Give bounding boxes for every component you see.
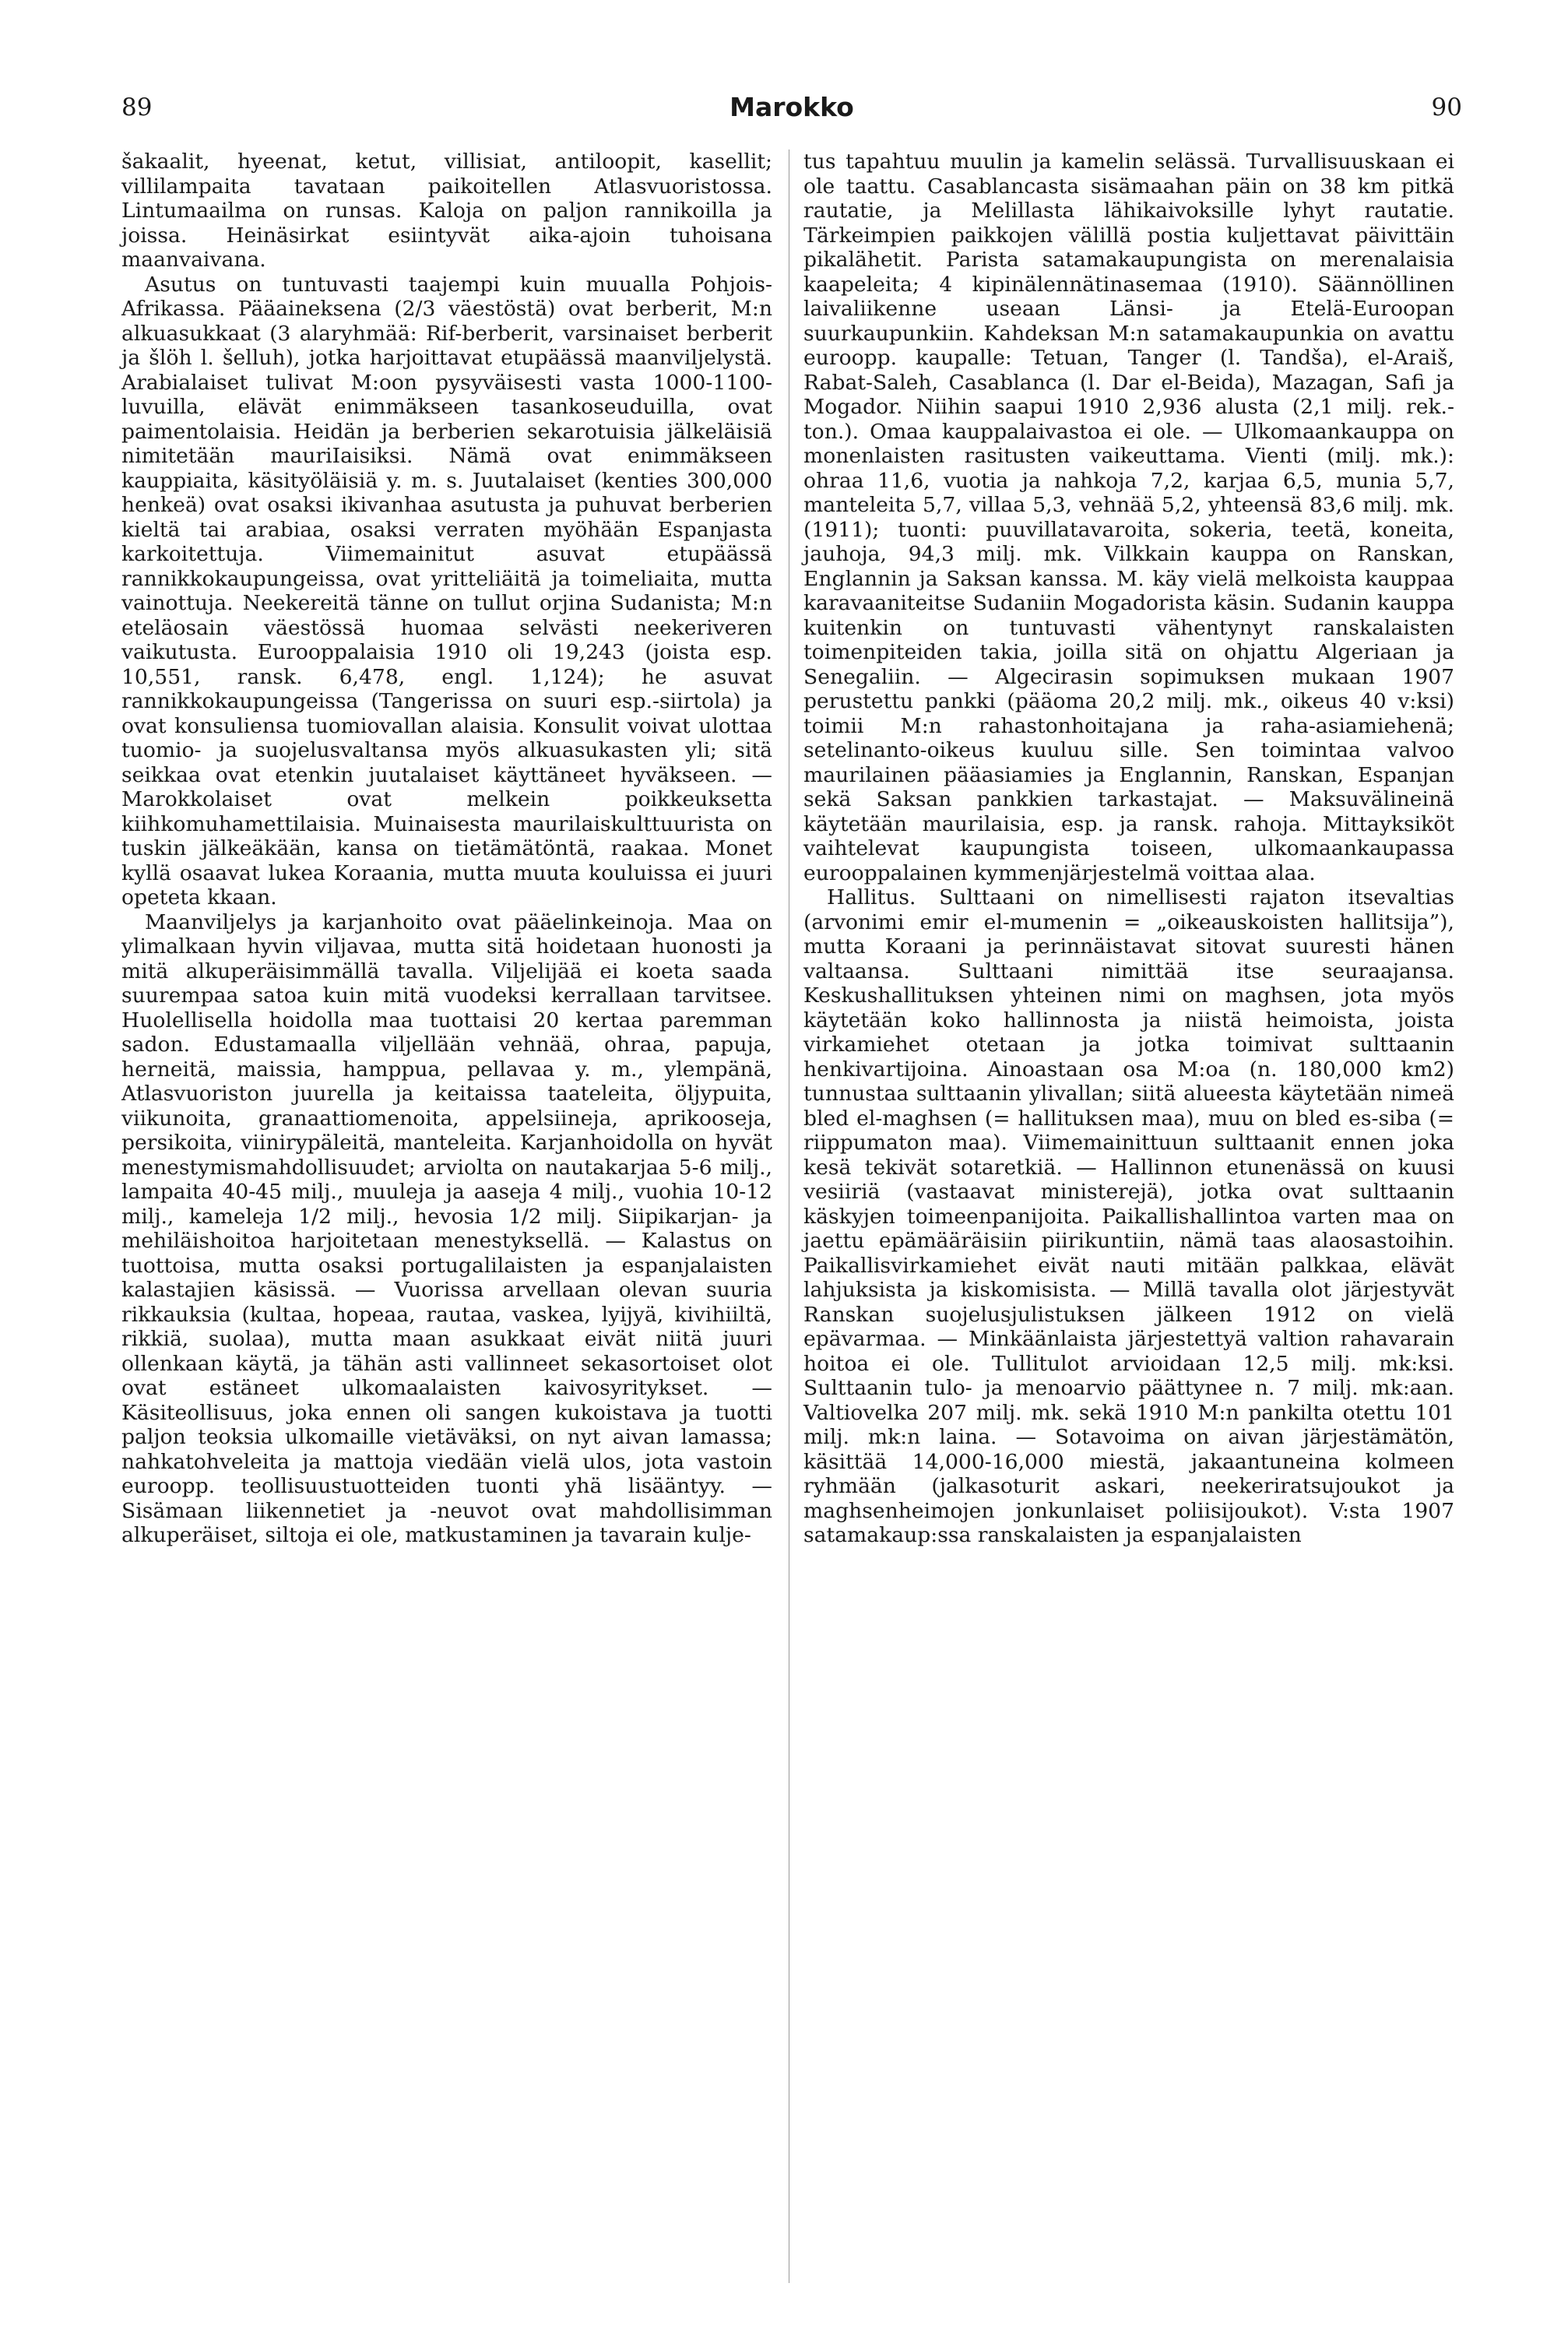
paragraph-population: Asutus on tuntuvasti taajempi kuin muualla Pohjois-Afrikassa. Pääaineksena (2/3 väestöstä) ovat berberit, M:n alkuasukkaat (3 alaryhmää: Rif-berberit, varsinaiset berberit ja šlöh l. šelluh), jotka harjoittavat etupäässä maanviljelystä. Arabialaiset tulivat M:oon pysyväisesti vasta 1000-1100-luvuilla, elävät enimmäkseen tasankoseuduilla, ovat paimentolaisia. Heidän ja berberien sekarotuisia jälkeläisiä nimitetään mauriIaisiksi. Nämä ovat enimmäkseen kauppiaita, käsityöläisiä y. m. s. Juutalaiset (kenties 300,000 henkeä) ovat osaksi ikivanhaa asutusta ja puhuvat berberien kieltä tai arabiaa, osaksi verraten myöhään Espanjasta karkoitettuja. Viimemainitut asuvat etupäässä rannikkokaupungeissa, ovat yritteliäitä ja toimeliaita, mutta vainottuja. Neekereitä tänne on tullut orjina Sudanista; M:n eteläosain väestössä huomaa selvästi neekeriveren vaikutusta. Eurooppalaisia 1910 oli 19,243 (joista esp. 10,551, ransk. 6,478, engl. 1,124); he asuvat rannikkokaupungeissa (Tangerissa on suuri esp.-siirtola) ja ovat konsuliensa tuomiovallan alaisia. Konsulit voivat ulottaa tuomio- ja suojelusvaltansa myös alkuasukasten yli; sitä seikkaa ovat etenkin juutalaiset käyttäneet hyväkseen. — Marokkolaiset ovat melkein poikkeuksetta kiihkomuhamettilaisia. Muinaisesta maurilaiskulttuurista on tuskin jälkeäkään, kansa on tietämätöntä, raakaa. Monet kyllä osaavat lukea Koraania, mutta muuta kouluissa ei juuri opeteta kkaan. xyxy=(121,272,772,909)
page-title: Marokko xyxy=(730,92,854,122)
paragraph-fauna: šakaalit, hyeenat, ketut, villisiat, antiloopit, kasellit; villilampaita tavataan paikoitellen Atlasvuoristossa. Lintumaailma on runsas. Kaloja on paljon rannikoilla ja joissa. Heinäsirkat esiintyvät aika-ajoin tuhoisana maanvaivana. xyxy=(121,150,772,272)
paragraph-government: Hallitus. Sulttaani on nimellisesti rajaton itsevaltias (arvonimi emir el-mumenin = „oikeauskoisten hallitsija”), mutta Koraani ja perinnäistavat sitovat suuresti hänen valtaansa. Sulttaani nimittää itse seuraajansa. Keskushallituksen yhteinen nimi on maghsen, jota myös käytetään koko hallinnosta ja niistä heimoista, joista virkamiehet otetaan ja jotka toimivat sulttaanin henkivartijoina. Ainoastaan osa M:oa (n. 180,000 km2) tunnustaa sulttaanin ylivallan; siitä alueesta käytetään nimeä bled el-maghsen (= hallituksen maa), muu on bled es-siba (= riippumaton maa). Viimemainittuun sulttaanit ennen joka kesä tekivät sotaretkiä. — Hallinnon etunenässä on kuusi vesiiriä (vastaavat ministerejä), jotka ovat sulttaanin käskyjen toimeenpanijoita. Paikallishallintoa varten maa on jaettu epämääräisiin piirikuntiin, nämä taas alaosastoihin. Paikallisvirkamiehet eivät nauti mitään palkkaa, elävät lahjuksista ja kiskomisista. — Millä tavalla olot järjestyvät Ranskan suojelusjulistuksen jälkeen 1912 on vielä epävarmaa. — Minkäänlaista järjestettyä valtion rahavarain hoitoa ei ole. Tullitulot arvioidaan 12,5 milj. mk:ksi. Sulttaanin tulo- ja menoarvio päättynee n. 7 milj. mk:aan. Valtiovelka 207 milj. mk. sekä 1910 M:n pankilta otettu 101 milj. mk:n laina. — Sotavoima on aivan järjestämätön, käsittää 14,000-16,000 miestä, jakaantuneina kolmeen ryhmään (jalkasoturit askari, neekeriratsujoukot ja maghsenheimojen jonkunlaiset poliisijoukot). V:sta 1907 satamakaup:ssa ranskalaisten ja espanjalaisten xyxy=(803,885,1454,1547)
paragraph-transport-trade: tus tapahtuu muulin ja kamelin selässä. Turvallisuuskaan ei ole taattu. Casablancasta sisämaahan päin on 38 km pitkä rautatie, ja Melillasta lähikaivoksille lyhyt rautatie. Tärkeimpien paikkojen välillä postia kuljettavat päivittäin pikalähetit. Parista satamakaupungista on merenalaisia kaapeleita; 4 kipinälennätinasemaa (1910). Säännöllinen laivaliikenne useaan Länsi- ja Etelä-Euroopan suurkaupunkiin. Kahdeksan M:n satamakaupunkia on avattu euroopp. kaupalle: Tetuan, Tanger (l. Tandša), el-Araiš, Rabat-Saleh, Casablanca (l. Dar el-Beida), Mazagan, Safi ja Mogador. Niihin saapui 1910 2,936 alusta (2,1 milj. rek.-ton.). Omaa kauppalaivastoa ei ole. — Ulkomaankauppa on monenlaisten rasitusten vaikeuttama. Vienti (milj. mk.): ohraa 11,6, vuotia ja nahkoja 7,2, karjaa 6,5, munia 5,7, manteleita 5,7, villaa 5,3, vehnää 5,2, yhteensä 83,6 milj. mk. (1911); tuonti: puuvillatavaroita, sokeria, teetä, koneita, jauhoja, 94,3 milj. mk. Vilkkain kauppa on Ranskan, Englannin ja Saksan kanssa. M. käy vielä melkoista kauppaa karavaaniteitse Sudaniin Mogadorista käsin. Sudanin kauppa kuitenkin on tuntuvasti vähentynyt ranskalaisten toimenpiteiden takia, joilla sitä on ohjattu Algeriaan ja Senegaliin. — Algecirasin sopimuksen mukaan 1907 perustettu pankki (pääoma 20,2 milj. mk., oikeus 40 v:ksi) toimii M:n rahastonhoitajana ja raha-asiamiehenä; setelinanto-oikeus kuuluu sille. Sen toimintaa valvoo maurilainen pääasiamies ja Englannin, Ranskan, Espanjan sekä Saksan pankkien tarkastajat. — Maksuvälineinä käytetään maurilaisia, esp. ja ransk. rahoja. Mittayksiköt vaihtelevat kaupungista toiseen, ulkomaankaupassa eurooppalainen kymmenjärjestelmä voittaa alaa. xyxy=(803,150,1454,885)
page-number-left: 89 xyxy=(121,93,153,121)
page-number-right: 90 xyxy=(1431,93,1462,121)
page-header xyxy=(121,92,1462,131)
right-column xyxy=(803,150,1454,1548)
paragraph-agriculture: Maanviljelys ja karjanhoito ovat pääelinkeinoja. Maa on ylimalkaan hyvin viljavaa, mutta sitä hoidetaan huonosti ja mitä alkuperäisimmällä tavalla. Viljelijää ei koeta saada suurempaa satoa kuin mitä vuodeksi kerrallaan tarvitsee. Huolellisella hoidolla maa tuottaisi 20 kertaa paremman sadon. Edustamaalla viljellään vehnää, ohraa, papuja, herneitä, maissia, hamppua, pellavaa y. m., ylempänä, Atlasvuoriston juurella ja keitaissa taateleita, öljypuita, viikunoita, granaattiomenoita, appelsiineja, aprikooseja, persikoita, viinirypäleitä, manteleita. Karjanhoidolla on hyvät menestymismahdollisuudet; arviolta on nautakarjaa 5-6 milj., lampaita 40-45 milj., muuleja ja aaseja 4 milj., vuohia 10-12 milj., kameleja 1/2 milj., hevosia 1/2 milj. Siipikarjan- ja mehiläishoitoa harjoitetaan menestyksellä. — Kalastus on tuottoisa, mutta osaksi portugalilaisten ja espanjalaisten kalastajien käsissä. — Vuorissa arvellaan olevan suuria rikkauksia (kultaa, hopeaa, rautaa, vaskea, lyijyä, kivihiiltä, rikkiä, suolaa), mutta maan asukkaat eivät niitä juuri ollenkaan käytä, ja tähän asti vallinneet sekasortoiset olot ovat estäneet ulkomaalaisten kaivosyritykset. — Käsiteollisuus, joka ennen oli sangen kukoistava ja tuotti paljon teoksia ulkomaille vietäväksi, on nyt aivan lamassa; nahkatohveleita ja mattoja viedään vielä ulos, jota vastoin euroopp. teollisuustuotteiden tuonti yhä lisääntyy. — Sisämaan liikennetiet ja -neuvot ovat mahdollisimman alkuperäiset, siltoja ei ole, matkustaminen ja tavarain kulje- xyxy=(121,909,772,1547)
left-column xyxy=(121,150,772,1548)
